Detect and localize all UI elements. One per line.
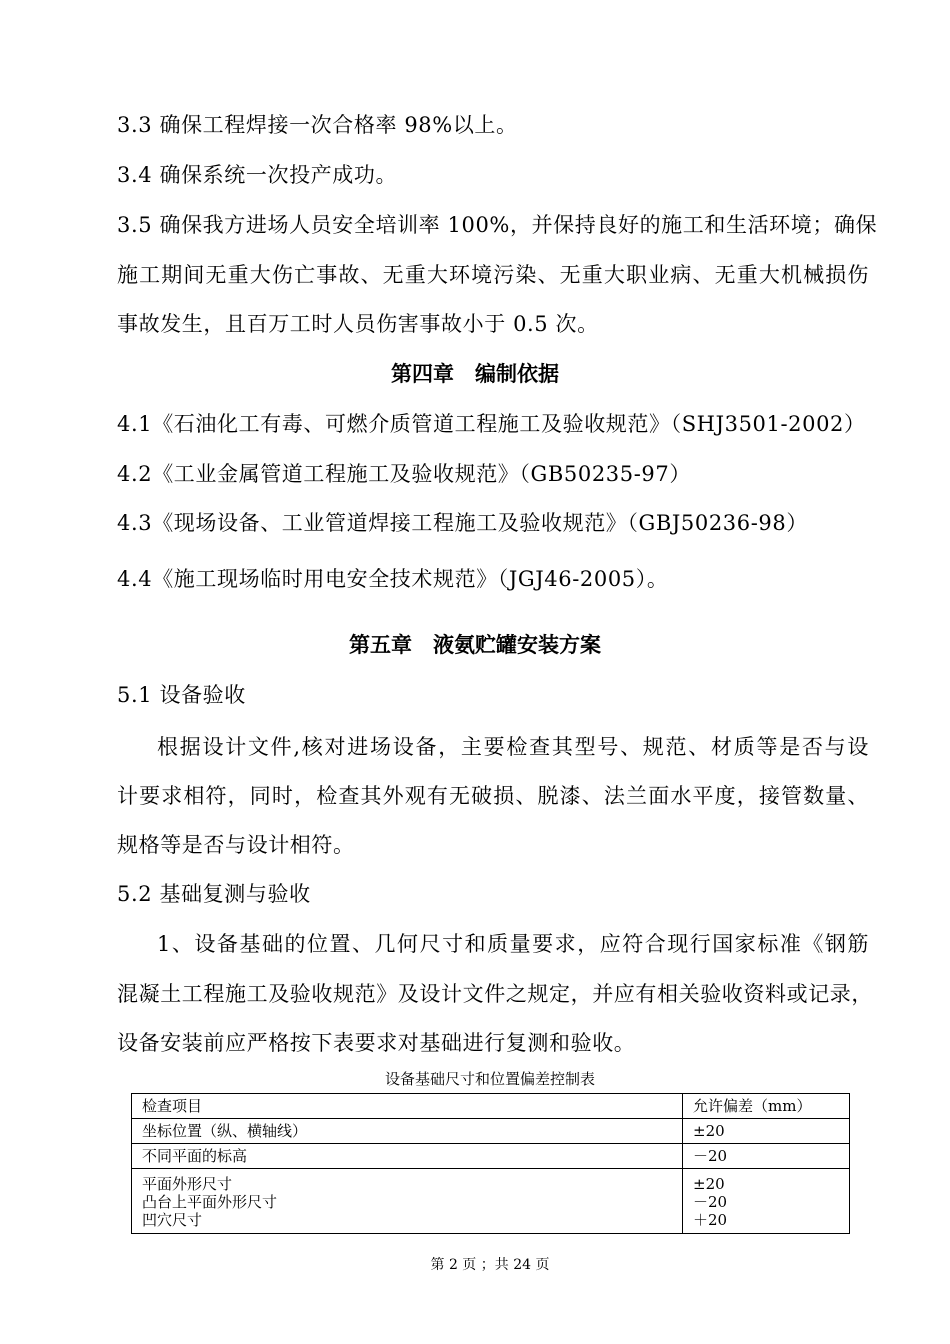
row-tolerance: －20 xyxy=(693,1193,728,1211)
row-tolerance-cell xyxy=(683,1144,850,1169)
row-tolerance: ±20 xyxy=(693,1175,725,1193)
row-item-cell xyxy=(132,1144,683,1169)
row-item-cell xyxy=(132,1119,683,1144)
row-item-cell xyxy=(132,1169,683,1234)
table-row xyxy=(132,1144,850,1169)
row-tolerance-cell xyxy=(683,1119,850,1144)
header-check-item: 检查项目 xyxy=(132,1094,683,1119)
row-item: 坐标位置（纵、横轴线） xyxy=(142,1122,308,1140)
chapter-5-title: 第五章 液氨贮罐安装方案 xyxy=(349,632,601,657)
table-header-row xyxy=(132,1094,850,1119)
paragraph-3-3: 3.3 确保工程焊接一次合格率 98%以上。 xyxy=(117,113,518,137)
section-5-2-line-2: 混凝土工程施工及验收规范》及设计文件之规定，并应有相关验收资料或记录， xyxy=(117,982,873,1006)
section-5-2-line-3: 设备安装前应严格按下表要求对基础进行复测和验收。 xyxy=(117,1031,636,1055)
row-item: 凸台上平面外形尺寸 xyxy=(142,1193,278,1211)
section-5-1-line-1: 根据设计文件,核对进场设备，主要检查其型号、规范、材质等是否与设 xyxy=(157,735,869,759)
row-item: 不同平面的标高 xyxy=(142,1147,248,1165)
reference-item-4-4: 4.4《施工现场临时用电安全技术规范》（JGJ46-2005）。 xyxy=(117,567,669,591)
tolerance-table xyxy=(131,1093,850,1234)
section-5-1-line-2: 计要求相符，同时，检查其外观有无破损、脱漆、法兰面水平度，接管数量、 xyxy=(117,784,869,808)
header-tolerance: 允许偏差（mm） xyxy=(683,1094,850,1119)
page-footer: 第 2 页 ；共 24 页 xyxy=(430,1257,550,1273)
paragraph-3-5-line-1: 3.5 确保我方进场人员安全培训率 100%，并保持良好的施工和生活环境；确保 xyxy=(117,213,878,237)
row-tolerance: ＋20 xyxy=(693,1211,728,1229)
table-row xyxy=(132,1169,850,1234)
section-5-1-line-3: 规格等是否与设计相符。 xyxy=(117,833,355,857)
paragraph-3-5-line-3: 事故发生，且百万工时人员伤害事故小于 0.5 次。 xyxy=(117,312,599,336)
reference-item-4-1: 4.1《石油化工有毒、可燃介质管道工程施工及验收规范》（SHJ3501-2002） xyxy=(117,412,866,436)
section-5-2-line-1: 1、设备基础的位置、几何尺寸和质量要求，应符合现行国家标准《钢筋 xyxy=(157,932,869,956)
row-tolerance-cell xyxy=(683,1169,850,1234)
paragraph-3-4: 3.4 确保系统一次投产成功。 xyxy=(117,163,398,187)
chapter-4-title: 第四章 编制依据 xyxy=(391,361,559,386)
table-caption: 设备基础尺寸和位置偏差控制表 xyxy=(384,1070,595,1088)
row-tolerance: ±20 xyxy=(693,1122,725,1140)
section-5-1-title: 5.1 设备验收 xyxy=(117,683,246,707)
reference-item-4-3: 4.3《现场设备、工业管道焊接工程施工及验收规范》（GBJ50236-98） xyxy=(117,511,808,535)
row-tolerance: －20 xyxy=(693,1147,728,1165)
paragraph-3-5-line-2: 施工期间无重大伤亡事故、无重大环境污染、无重大职业病、无重大机械损伤 xyxy=(117,263,869,287)
section-5-2-title: 5.2 基础复测与验收 xyxy=(117,882,311,906)
reference-item-4-2: 4.2《工业金属管道工程施工及验收规范》（GB50235-97） xyxy=(117,462,691,486)
table-row xyxy=(132,1119,850,1144)
row-item: 凹穴尺寸 xyxy=(142,1211,203,1229)
row-item: 平面外形尺寸 xyxy=(142,1175,233,1193)
